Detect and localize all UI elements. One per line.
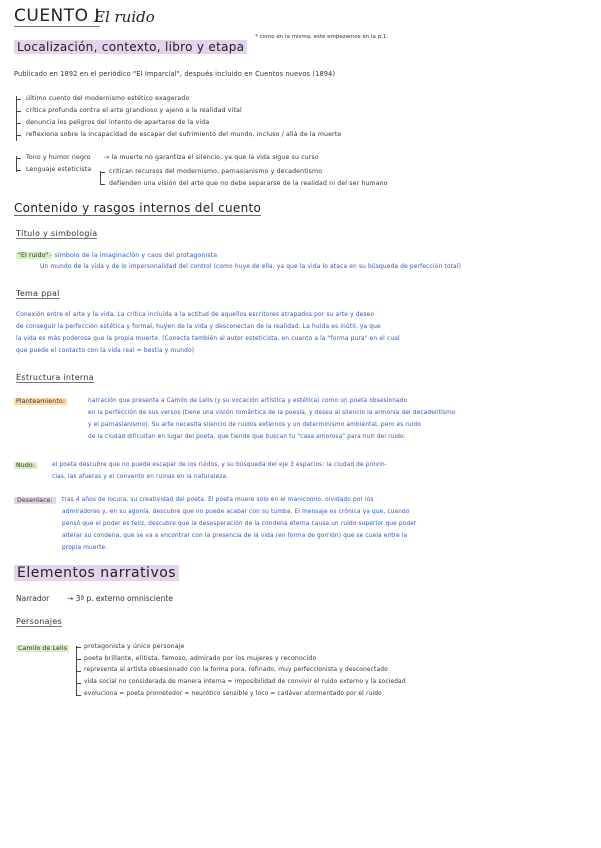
page-subtitle: El ruido <box>94 8 155 26</box>
planteamiento-line-1: en la perfección de sus versos (tiene una visión romántica de la poesía, y desea al silencio la armonía del decadentismo <box>88 410 456 416</box>
bracket-tick <box>76 671 81 672</box>
personaje-trait-4: evoluciona = poeta prometedor = neurótico sensible y loco = cadáver atormentado por el ruido <box>84 691 382 697</box>
planteamiento-label: Planteamiento: <box>16 398 66 405</box>
section-heading-localizacion: Localización, contexto, libro y etapa <box>14 40 247 54</box>
bracket-tick <box>16 111 21 112</box>
tema-principal-line-0: Conexión entre el arte y la vida. La crítica incluida a la actitud de aquellos escritores atrapados por su arte y deseo <box>16 312 375 318</box>
bracket-c <box>100 171 101 185</box>
header-note: * como en la misma, este empezamos en la p.1. <box>255 34 389 40</box>
bullet-b-tono: Tono y humor negro <box>26 154 91 161</box>
nudo-line-0: el poeta descubre que no puede escapar de los ruidos, y su búsqueda del eje 3 espacios: la ciudad de provin- <box>52 462 388 468</box>
nudo-label: Nudo: <box>16 462 36 469</box>
desenlace-line-0: tras 4 años de locura, su creatividad del poeta. El poeta muere solo en el manicomio, olvidado por los <box>62 497 374 503</box>
bullet-b-line3: defienden una visión del arte que no debe separarse de la realidad ni del ser humano <box>109 180 388 187</box>
personaje-trait-0: protagonista y único personaje <box>84 643 185 650</box>
personajes-heading: Personajes <box>16 617 63 626</box>
tema-line2: Un mundo de la vida y de lo impersonalidad del control (como huye de ella, ya que la vida lo ataca en su búsqueda de perfección total) <box>40 264 462 270</box>
bracket-tick <box>76 659 81 660</box>
tema-heading: Título y simbología <box>16 229 98 238</box>
bracket-tick <box>76 695 81 696</box>
planteamiento-line-3: de la ciudad dificultan en lugar del poeta, que tiende que buscan tu "casa amorosa" para huir del ruido. <box>88 434 406 440</box>
narrador-value: → 3ª p. externo omnisciente <box>67 594 173 603</box>
bullet-a-1: crítica profunda contra el arte grandioso y ajeno a la realidad vital <box>26 107 242 114</box>
desenlace-line-3: alterar su condena, que se va a encontrar con la presencia de la vida (en forma de gorrión) que se cuela entre la <box>62 533 408 539</box>
desenlace-line-4: propia muerte. <box>62 545 108 551</box>
tema-principal-line-1: de conseguir la perfección estética y formal, huyen de la vida y desconectan de la realidad. La huida es inútil, ya que <box>16 324 381 330</box>
bullet-a-3: reflexiona sobre la incapacidad de escapar del sufrimiento del mundo, incluso / allá de la muerte <box>26 131 342 138</box>
section-heading-elementos: Elementos narrativos <box>14 565 179 581</box>
tema-line1: - símbolo de la imaginación y caos del protagonista <box>50 252 218 259</box>
narrador-label: Narrador <box>16 594 50 603</box>
publication-line: Publicado en 1892 en el periódico "El Imparcial", después incluido en Cuentos nuevos (1894) <box>14 70 336 78</box>
personaje-trait-1: poeta brillante, elitista, famoso, admirado por los mujeres y reconocido <box>84 655 317 662</box>
tema-principal-heading: Tema ppal <box>16 289 60 298</box>
section-heading-contenido: Contenido y rasgos internos del cuento <box>14 201 262 215</box>
bracket-tick <box>76 683 81 684</box>
desenlace-label: Desenlace: <box>14 497 56 504</box>
tema-label: "El ruido" <box>18 252 49 259</box>
bracket-tick <box>16 123 21 124</box>
bracket-tick <box>16 135 21 136</box>
bullet-a-0: último cuento del modernismo estético exagerado <box>26 95 190 102</box>
bullet-b-lenguaje: Lenguaje esteticista <box>26 166 92 173</box>
planteamiento-line-0: narración que presenta a Camilo de Lelis (y su vocación artística y estética) como un poeta obsesionado <box>88 398 408 404</box>
bracket-tick <box>76 647 81 648</box>
planteamiento-line-2: y el parnasianismo). Su arte necesita silencio de ruidos externos y un determinismo ambiental, pero es ruido <box>88 422 422 428</box>
personaje-trait-2: representa al artista obsesionado con la forma pura, refinado, muy perfeccionista y desconectado <box>84 667 388 673</box>
desenlace-line-2: pensó que el poder es feliz, descubre que la desesperación de la condena eterna causa un ruido superior que poder <box>62 521 417 527</box>
bracket-tick <box>100 184 105 185</box>
page-title <box>14 6 100 26</box>
bracket-tick <box>100 172 105 173</box>
nudo-line-1: cias, las afueras y el convento en ruinas en la naturaleza. <box>52 474 229 480</box>
estructura-heading: Estructura interna <box>16 373 94 382</box>
personaje-name: Camilo de Lelis <box>18 645 68 652</box>
tema-principal-line-2: la vida es más poderosa que la propia muerte. (Conecta también al autor esteticista, en cuanto a la "forma pura" en el cual <box>16 336 400 342</box>
personaje-trait-3: vida social no considerada de manera interna = imposibilidad de convivir el ruido externo y la sociedad <box>84 679 406 685</box>
bullet-b-line1: → la muerte no garantiza el silencio, ya que la vida sigue su curso <box>104 154 319 161</box>
tema-principal-line-3: que puede el contacto con la vida real = bestia y mundo) <box>16 348 195 354</box>
desenlace-line-1: admiradores y, en su agonía, descubre que no puede acabar con su tumba. El mensaje es crónica ya que, cuando <box>62 509 410 515</box>
bullet-a-2: denuncia los peligros del intento de apartarse de la vida <box>26 119 210 126</box>
title-main: CUENTO I <box>14 6 100 26</box>
bracket-tick <box>16 170 21 171</box>
bracket-tick <box>16 158 21 159</box>
bracket-tick <box>16 99 21 100</box>
bullet-b-line2: critican recursos del modernismo, parnasianismo y decadentismo <box>109 168 323 175</box>
